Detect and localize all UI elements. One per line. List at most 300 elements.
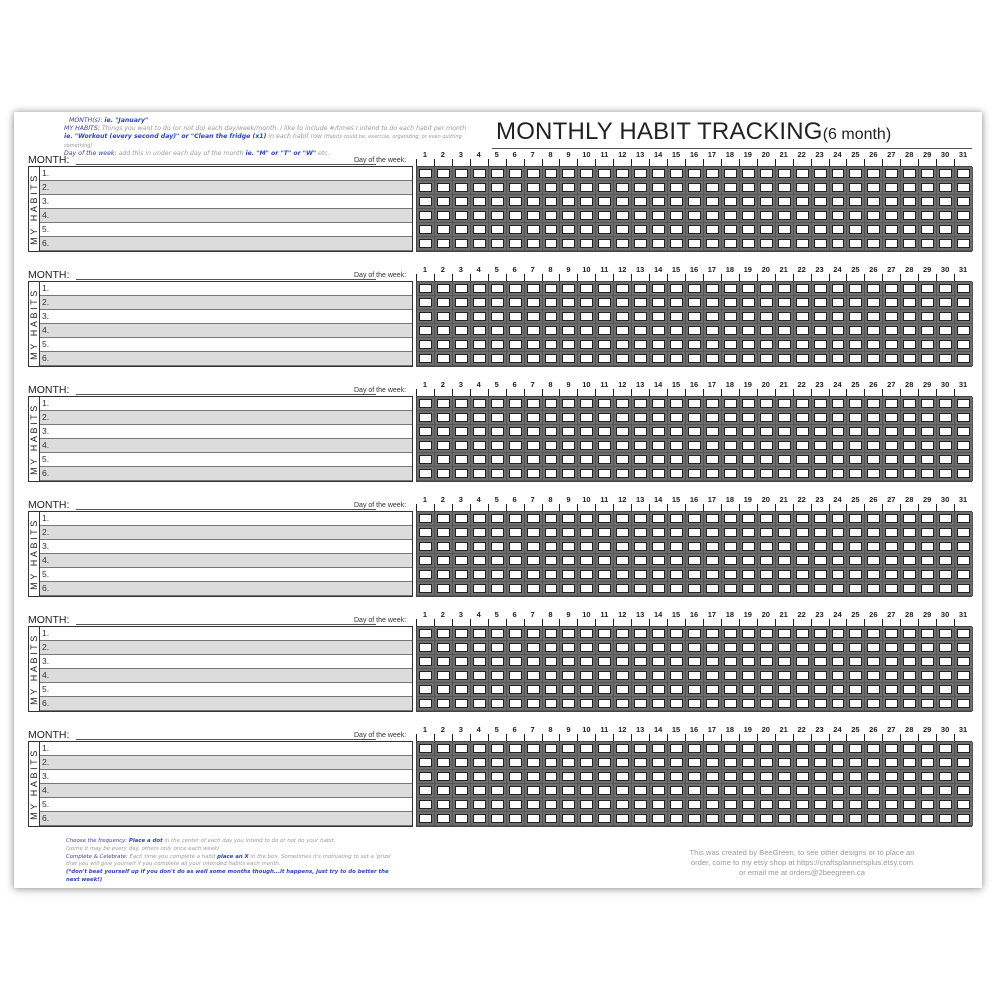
habit-checkbox-cell[interactable]: [507, 209, 525, 223]
checkbox-square[interactable]: [796, 629, 809, 638]
checkbox-square[interactable]: [778, 326, 791, 335]
checkbox-square[interactable]: [903, 455, 916, 464]
checkbox-square[interactable]: [760, 225, 773, 234]
habit-checkbox-cell[interactable]: [883, 352, 901, 366]
checkbox-square[interactable]: [706, 169, 719, 178]
checkbox-square[interactable]: [616, 744, 629, 753]
habit-checkbox-cell[interactable]: [525, 237, 543, 251]
habit-checkbox-cell[interactable]: [596, 411, 614, 425]
habit-checkbox-cell[interactable]: [471, 770, 489, 784]
habit-checkbox-cell[interactable]: [919, 669, 937, 683]
checkbox-square[interactable]: [939, 326, 952, 335]
habit-checkbox-cell[interactable]: [614, 352, 632, 366]
checkbox-square[interactable]: [527, 427, 540, 436]
habit-checkbox-cell[interactable]: [901, 397, 919, 411]
checkbox-square[interactable]: [903, 211, 916, 220]
checkbox-square[interactable]: [473, 469, 486, 478]
checkbox-square[interactable]: [545, 284, 558, 293]
checkbox-square[interactable]: [724, 786, 737, 795]
habit-checkbox-cell[interactable]: [758, 742, 776, 756]
checkbox-square[interactable]: [688, 169, 701, 178]
checkbox-square[interactable]: [455, 514, 468, 523]
checkbox-square[interactable]: [545, 542, 558, 551]
habit-checkbox-cell[interactable]: [937, 582, 955, 596]
checkbox-square[interactable]: [867, 427, 880, 436]
habit-checkbox-cell[interactable]: [560, 742, 578, 756]
habit-checkbox-cell[interactable]: [453, 195, 471, 209]
habit-checkbox-cell[interactable]: [865, 798, 883, 812]
checkbox-square[interactable]: [885, 399, 898, 408]
checkbox-square[interactable]: [903, 441, 916, 450]
habit-checkbox-cell[interactable]: [758, 310, 776, 324]
checkbox-square[interactable]: [670, 584, 683, 593]
checkbox-square[interactable]: [760, 657, 773, 666]
habit-checkbox-cell[interactable]: [632, 223, 650, 237]
checkbox-square[interactable]: [437, 772, 450, 781]
checkbox-square[interactable]: [616, 800, 629, 809]
habit-checkbox-cell[interactable]: [668, 756, 686, 770]
checkbox-square[interactable]: [724, 699, 737, 708]
checkbox-square[interactable]: [706, 312, 719, 321]
habit-checkbox-cell[interactable]: [812, 181, 830, 195]
checkbox-square[interactable]: [616, 671, 629, 680]
habit-checkbox-cell[interactable]: [901, 683, 919, 697]
checkbox-square[interactable]: [527, 469, 540, 478]
habit-checkbox-cell[interactable]: [919, 237, 937, 251]
habit-checkbox-cell[interactable]: [417, 338, 435, 352]
checkbox-square[interactable]: [742, 584, 755, 593]
habit-checkbox-cell[interactable]: [830, 397, 848, 411]
habit-checkbox-cell[interactable]: [937, 697, 955, 711]
habit-checkbox-cell[interactable]: [722, 812, 740, 826]
habit-checkbox-cell[interactable]: [614, 223, 632, 237]
checkbox-square[interactable]: [491, 699, 504, 708]
habit-checkbox-cell[interactable]: [614, 237, 632, 251]
checkbox-square[interactable]: [545, 427, 558, 436]
checkbox-square[interactable]: [419, 225, 432, 234]
habit-checkbox-cell[interactable]: [614, 812, 632, 826]
habit-checkbox-cell[interactable]: [740, 310, 758, 324]
habit-checkbox-cell[interactable]: [883, 338, 901, 352]
habit-checkbox-cell[interactable]: [596, 467, 614, 481]
checkbox-square[interactable]: [921, 284, 934, 293]
habit-checkbox-cell[interactable]: [937, 526, 955, 540]
habit-checkbox-cell[interactable]: [776, 425, 794, 439]
checkbox-square[interactable]: [688, 225, 701, 234]
habit-checkbox-cell[interactable]: [525, 784, 543, 798]
habit-checkbox-cell[interactable]: [614, 655, 632, 669]
habit-checkbox-cell[interactable]: [776, 812, 794, 826]
checkbox-square[interactable]: [473, 354, 486, 363]
checkbox-square[interactable]: [652, 239, 665, 248]
habit-checkbox-cell[interactable]: [668, 669, 686, 683]
checkbox-square[interactable]: [616, 326, 629, 335]
checkbox-square[interactable]: [921, 629, 934, 638]
habit-checkbox-cell[interactable]: [883, 512, 901, 526]
habit-checkbox-cell[interactable]: [596, 425, 614, 439]
checkbox-square[interactable]: [419, 326, 432, 335]
habit-checkbox-cell[interactable]: [937, 453, 955, 467]
checkbox-square[interactable]: [742, 169, 755, 178]
checkbox-square[interactable]: [724, 542, 737, 551]
checkbox-square[interactable]: [616, 685, 629, 694]
checkbox-square[interactable]: [580, 699, 593, 708]
checkbox-square[interactable]: [706, 584, 719, 593]
habit-checkbox-cell[interactable]: [740, 512, 758, 526]
habit-checkbox-cell[interactable]: [489, 397, 507, 411]
habit-checkbox-cell[interactable]: [937, 770, 955, 784]
habit-checkbox-cell[interactable]: [614, 338, 632, 352]
habit-checkbox-cell[interactable]: [417, 282, 435, 296]
checkbox-square[interactable]: [419, 441, 432, 450]
habit-checkbox-cell[interactable]: [919, 742, 937, 756]
habit-checkbox-cell[interactable]: [722, 669, 740, 683]
habit-checkbox-cell[interactable]: [901, 512, 919, 526]
checkbox-square[interactable]: [724, 800, 737, 809]
checkbox-square[interactable]: [832, 570, 845, 579]
habit-checkbox-cell[interactable]: [632, 742, 650, 756]
checkbox-square[interactable]: [562, 657, 575, 666]
habit-checkbox-cell[interactable]: [812, 338, 830, 352]
checkbox-square[interactable]: [921, 326, 934, 335]
checkbox-square[interactable]: [598, 800, 611, 809]
checkbox-square[interactable]: [849, 239, 862, 248]
checkbox-square[interactable]: [867, 441, 880, 450]
checkbox-square[interactable]: [849, 197, 862, 206]
habit-checkbox-cell[interactable]: [471, 641, 489, 655]
habit-checkbox-cell[interactable]: [812, 439, 830, 453]
checkbox-square[interactable]: [455, 169, 468, 178]
habit-checkbox-cell[interactable]: [668, 453, 686, 467]
checkbox-square[interactable]: [849, 183, 862, 192]
habit-checkbox-cell[interactable]: [704, 237, 722, 251]
habit-checkbox-cell[interactable]: [686, 310, 704, 324]
habit-checkbox-cell[interactable]: [507, 812, 525, 826]
habit-checkbox-cell[interactable]: [758, 697, 776, 711]
habit-checkbox-cell[interactable]: [507, 439, 525, 453]
habit-checkbox-cell[interactable]: [578, 181, 596, 195]
habit-checkbox-cell[interactable]: [614, 568, 632, 582]
habit-row[interactable]: 6.: [40, 582, 412, 596]
checkbox-square[interactable]: [437, 239, 450, 248]
habit-checkbox-cell[interactable]: [507, 467, 525, 481]
habit-checkbox-cell[interactable]: [417, 512, 435, 526]
checkbox-square[interactable]: [473, 169, 486, 178]
habit-checkbox-cell[interactable]: [830, 209, 848, 223]
habit-checkbox-cell[interactable]: [650, 812, 668, 826]
habit-checkbox-cell[interactable]: [489, 669, 507, 683]
checkbox-square[interactable]: [903, 786, 916, 795]
checkbox-square[interactable]: [652, 225, 665, 234]
habit-checkbox-cell[interactable]: [955, 582, 973, 596]
habit-checkbox-cell[interactable]: [812, 324, 830, 338]
checkbox-square[interactable]: [760, 340, 773, 349]
habit-checkbox-cell[interactable]: [578, 540, 596, 554]
checkbox-square[interactable]: [849, 169, 862, 178]
checkbox-square[interactable]: [814, 758, 827, 767]
checkbox-square[interactable]: [796, 340, 809, 349]
habit-checkbox-cell[interactable]: [704, 756, 722, 770]
habit-checkbox-cell[interactable]: [560, 397, 578, 411]
habit-checkbox-cell[interactable]: [704, 554, 722, 568]
checkbox-square[interactable]: [545, 556, 558, 565]
habit-checkbox-cell[interactable]: [507, 554, 525, 568]
checkbox-square[interactable]: [437, 340, 450, 349]
habit-checkbox-cell[interactable]: [578, 453, 596, 467]
habit-checkbox-cell[interactable]: [578, 512, 596, 526]
habit-checkbox-cell[interactable]: [543, 237, 561, 251]
habit-checkbox-cell[interactable]: [614, 798, 632, 812]
habit-checkbox-cell[interactable]: [847, 453, 865, 467]
checkbox-square[interactable]: [778, 657, 791, 666]
checkbox-square[interactable]: [921, 643, 934, 652]
checkbox-square[interactable]: [832, 284, 845, 293]
checkbox-square[interactable]: [742, 800, 755, 809]
checkbox-square[interactable]: [580, 758, 593, 767]
habit-checkbox-cell[interactable]: [453, 425, 471, 439]
checkbox-square[interactable]: [473, 197, 486, 206]
habit-checkbox-cell[interactable]: [471, 540, 489, 554]
checkbox-square[interactable]: [634, 814, 647, 823]
checkbox-square[interactable]: [509, 584, 522, 593]
habit-checkbox-cell[interactable]: [812, 512, 830, 526]
habit-checkbox-cell[interactable]: [596, 310, 614, 324]
checkbox-square[interactable]: [509, 556, 522, 565]
habit-checkbox-cell[interactable]: [686, 641, 704, 655]
checkbox-square[interactable]: [473, 413, 486, 422]
checkbox-square[interactable]: [545, 570, 558, 579]
habit-checkbox-cell[interactable]: [596, 554, 614, 568]
checkbox-square[interactable]: [760, 239, 773, 248]
habit-checkbox-cell[interactable]: [435, 784, 453, 798]
habit-checkbox-cell[interactable]: [937, 296, 955, 310]
habit-checkbox-cell[interactable]: [614, 770, 632, 784]
habit-checkbox-cell[interactable]: [740, 453, 758, 467]
checkbox-square[interactable]: [832, 556, 845, 565]
checkbox-square[interactable]: [706, 629, 719, 638]
checkbox-square[interactable]: [419, 685, 432, 694]
habit-checkbox-cell[interactable]: [704, 296, 722, 310]
habit-checkbox-cell[interactable]: [560, 296, 578, 310]
habit-checkbox-cell[interactable]: [686, 554, 704, 568]
checkbox-square[interactable]: [491, 183, 504, 192]
checkbox-square[interactable]: [652, 183, 665, 192]
habit-checkbox-cell[interactable]: [830, 641, 848, 655]
checkbox-square[interactable]: [652, 441, 665, 450]
checkbox-square[interactable]: [814, 629, 827, 638]
habit-checkbox-cell[interactable]: [865, 181, 883, 195]
habit-checkbox-cell[interactable]: [955, 697, 973, 711]
checkbox-square[interactable]: [849, 657, 862, 666]
checkbox-square[interactable]: [760, 514, 773, 523]
checkbox-square[interactable]: [527, 671, 540, 680]
checkbox-square[interactable]: [670, 284, 683, 293]
checkbox-square[interactable]: [652, 354, 665, 363]
habit-checkbox-cell[interactable]: [830, 453, 848, 467]
checkbox-square[interactable]: [652, 211, 665, 220]
habit-checkbox-cell[interactable]: [525, 582, 543, 596]
habit-checkbox-cell[interactable]: [794, 237, 812, 251]
habit-checkbox-cell[interactable]: [794, 526, 812, 540]
habit-checkbox-cell[interactable]: [453, 181, 471, 195]
checkbox-square[interactable]: [849, 455, 862, 464]
checkbox-square[interactable]: [419, 570, 432, 579]
habit-checkbox-cell[interactable]: [417, 756, 435, 770]
checkbox-square[interactable]: [437, 542, 450, 551]
habit-checkbox-cell[interactable]: [812, 397, 830, 411]
habit-checkbox-cell[interactable]: [919, 223, 937, 237]
habit-checkbox-cell[interactable]: [632, 540, 650, 554]
checkbox-square[interactable]: [778, 643, 791, 652]
checkbox-square[interactable]: [939, 441, 952, 450]
checkbox-square[interactable]: [580, 441, 593, 450]
habit-checkbox-cell[interactable]: [722, 453, 740, 467]
habit-checkbox-cell[interactable]: [919, 439, 937, 453]
habit-checkbox-cell[interactable]: [525, 296, 543, 310]
checkbox-square[interactable]: [849, 800, 862, 809]
habit-checkbox-cell[interactable]: [776, 324, 794, 338]
checkbox-square[interactable]: [670, 239, 683, 248]
habit-checkbox-cell[interactable]: [883, 627, 901, 641]
checkbox-square[interactable]: [957, 413, 970, 422]
checkbox-square[interactable]: [455, 427, 468, 436]
habit-checkbox-cell[interactable]: [883, 209, 901, 223]
checkbox-square[interactable]: [885, 758, 898, 767]
habit-checkbox-cell[interactable]: [453, 683, 471, 697]
checkbox-square[interactable]: [903, 584, 916, 593]
checkbox-square[interactable]: [706, 514, 719, 523]
checkbox-square[interactable]: [670, 326, 683, 335]
habit-checkbox-cell[interactable]: [812, 223, 830, 237]
checkbox-square[interactable]: [652, 197, 665, 206]
checkbox-square[interactable]: [796, 657, 809, 666]
habit-checkbox-cell[interactable]: [812, 812, 830, 826]
checkbox-square[interactable]: [688, 772, 701, 781]
habit-checkbox-cell[interactable]: [543, 296, 561, 310]
checkbox-square[interactable]: [742, 298, 755, 307]
habit-checkbox-cell[interactable]: [758, 282, 776, 296]
checkbox-square[interactable]: [527, 441, 540, 450]
habit-checkbox-cell[interactable]: [847, 568, 865, 582]
checkbox-square[interactable]: [939, 298, 952, 307]
habit-checkbox-cell[interactable]: [596, 453, 614, 467]
checkbox-square[interactable]: [455, 685, 468, 694]
habit-checkbox-cell[interactable]: [704, 683, 722, 697]
checkbox-square[interactable]: [562, 169, 575, 178]
checkbox-square[interactable]: [670, 354, 683, 363]
checkbox-square[interactable]: [921, 685, 934, 694]
checkbox-square[interactable]: [760, 542, 773, 551]
habit-checkbox-cell[interactable]: [740, 770, 758, 784]
habit-checkbox-cell[interactable]: [883, 669, 901, 683]
habit-checkbox-cell[interactable]: [507, 568, 525, 582]
habit-checkbox-cell[interactable]: [776, 540, 794, 554]
checkbox-square[interactable]: [885, 772, 898, 781]
habit-checkbox-cell[interactable]: [614, 209, 632, 223]
checkbox-square[interactable]: [796, 239, 809, 248]
checkbox-square[interactable]: [921, 399, 934, 408]
checkbox-square[interactable]: [760, 197, 773, 206]
habit-checkbox-cell[interactable]: [453, 756, 471, 770]
habit-checkbox-cell[interactable]: [578, 683, 596, 697]
habit-checkbox-cell[interactable]: [560, 697, 578, 711]
checkbox-square[interactable]: [598, 284, 611, 293]
habit-checkbox-cell[interactable]: [543, 756, 561, 770]
checkbox-square[interactable]: [437, 657, 450, 666]
habit-checkbox-cell[interactable]: [578, 167, 596, 181]
habit-checkbox-cell[interactable]: [847, 352, 865, 366]
checkbox-square[interactable]: [921, 211, 934, 220]
habit-checkbox-cell[interactable]: [686, 655, 704, 669]
habit-checkbox-cell[interactable]: [847, 526, 865, 540]
checkbox-square[interactable]: [688, 413, 701, 422]
checkbox-square[interactable]: [885, 556, 898, 565]
checkbox-square[interactable]: [688, 744, 701, 753]
habit-checkbox-cell[interactable]: [722, 655, 740, 669]
habit-checkbox-cell[interactable]: [525, 683, 543, 697]
checkbox-square[interactable]: [724, 312, 737, 321]
checkbox-square[interactable]: [545, 699, 558, 708]
habit-checkbox-cell[interactable]: [543, 310, 561, 324]
habit-checkbox-cell[interactable]: [668, 655, 686, 669]
checkbox-square[interactable]: [634, 800, 647, 809]
checkbox-square[interactable]: [688, 758, 701, 767]
checkbox-square[interactable]: [885, 514, 898, 523]
habit-checkbox-cell[interactable]: [758, 324, 776, 338]
habit-checkbox-cell[interactable]: [596, 568, 614, 582]
checkbox-square[interactable]: [796, 413, 809, 422]
habit-checkbox-cell[interactable]: [417, 310, 435, 324]
habit-checkbox-cell[interactable]: [847, 742, 865, 756]
checkbox-square[interactable]: [957, 685, 970, 694]
habit-checkbox-cell[interactable]: [758, 453, 776, 467]
habit-checkbox-cell[interactable]: [560, 540, 578, 554]
checkbox-square[interactable]: [473, 399, 486, 408]
habit-checkbox-cell[interactable]: [686, 742, 704, 756]
habit-checkbox-cell[interactable]: [919, 655, 937, 669]
habit-checkbox-cell[interactable]: [704, 526, 722, 540]
checkbox-square[interactable]: [491, 225, 504, 234]
checkbox-square[interactable]: [939, 643, 952, 652]
habit-checkbox-cell[interactable]: [722, 296, 740, 310]
habit-checkbox-cell[interactable]: [883, 812, 901, 826]
habit-checkbox-cell[interactable]: [417, 425, 435, 439]
habit-checkbox-cell[interactable]: [650, 756, 668, 770]
checkbox-square[interactable]: [742, 556, 755, 565]
checkbox-square[interactable]: [562, 584, 575, 593]
habit-checkbox-cell[interactable]: [776, 756, 794, 770]
habit-checkbox-cell[interactable]: [578, 526, 596, 540]
checkbox-square[interactable]: [778, 441, 791, 450]
habit-checkbox-cell[interactable]: [596, 167, 614, 181]
checkbox-square[interactable]: [706, 225, 719, 234]
checkbox-square[interactable]: [634, 312, 647, 321]
habit-checkbox-cell[interactable]: [686, 324, 704, 338]
habit-checkbox-cell[interactable]: [650, 770, 668, 784]
habit-checkbox-cell[interactable]: [525, 554, 543, 568]
habit-checkbox-cell[interactable]: [776, 742, 794, 756]
checkbox-square[interactable]: [670, 197, 683, 206]
habit-checkbox-cell[interactable]: [578, 282, 596, 296]
habit-checkbox-cell[interactable]: [489, 756, 507, 770]
checkbox-square[interactable]: [903, 284, 916, 293]
habit-checkbox-cell[interactable]: [668, 798, 686, 812]
checkbox-square[interactable]: [598, 169, 611, 178]
checkbox-square[interactable]: [832, 354, 845, 363]
habit-checkbox-cell[interactable]: [794, 338, 812, 352]
checkbox-square[interactable]: [742, 455, 755, 464]
checkbox-square[interactable]: [867, 298, 880, 307]
